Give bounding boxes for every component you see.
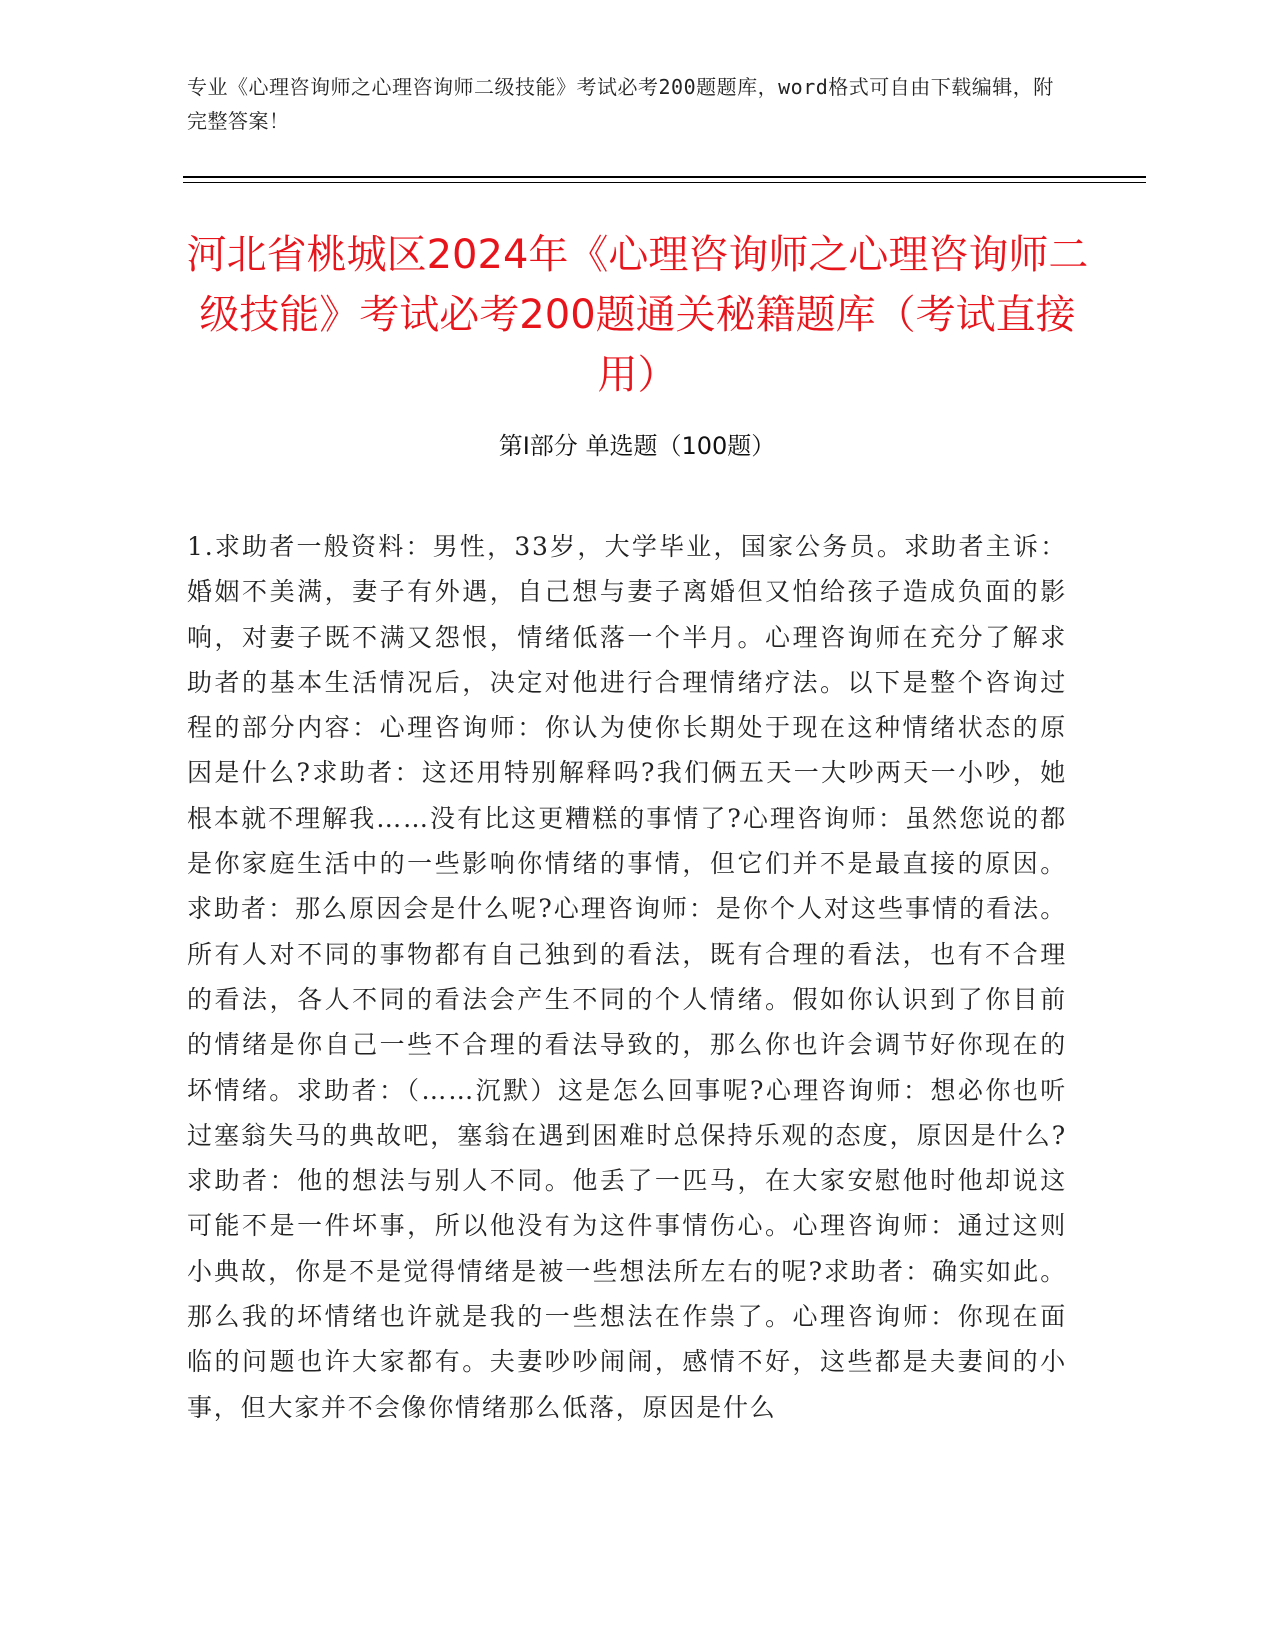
- section-heading: 第I部分 单选题（100题）: [498, 432, 776, 460]
- question-text: 1.求助者一般资料：男性，33岁，大学毕业，国家公务员。求助者主诉：婚姻不美满，妻子有外遇，自己想与妻子离婚但又怕给孩子造成负面的影响，对妻子既不满又怨恨，情绪低落一个半月。心理咨询师在充分了解求助者的基本生活情况后，决定对他进行合理情绪疗法。以下是整个咨询过程的部分内容：心理咨询师：你认为使你长期处于现在这种情绪状态的原因是什么?求助者：这还用特别解释吗?我们俩五天一大吵两天一小吵，她根本就不理解我……没有比这更糟糕的事情了?心理咨询师：虽然您说的都是你家庭生活中的一些影响你情绪的事情，但它们并不是最直接的原因。求助者：那么原因会是什么呢?心理咨询师：是你个人对这些事情的看法。所有人对不同的事物都有自己独到的看法，既有合理的看法，也有不合理的看法，各人不同的看法会产生不同的个人情绪。假如你认识到了你目前的情绪是你自己一些不合理的看法导致的，那么你也许会调节好你现在的坏情绪。求助者：（……沉默）这是怎么回事呢?心理咨询师：想必你也听过塞翁失马的典故吧，塞翁在遇到困难时总保持乐观的态度，原因是什么?求助者：他的想法与别人不同。他丢了一匹马，在大家安慰他时他却说这可能不是一件坏事，所以他没有为这件事情伤心。心理咨询师：通过这则小典故，你是不是觉得情绪是被一些想法所左右的呢?求助者：确实如此。那么我的坏情绪也许就是我的一些想法在作祟了。心理咨询师：你现在面临的问题也许大家都有。夫妻吵吵闹闹，感情不好，这些都是夫妻间的小事，但大家并不会像你情绪那么低落，原因是什么: [187, 532, 1067, 1422]
- header-note: 专业《心理咨询师之心理咨询师二级技能》考试必考200题题库，word格式可自由下载编辑，附完整答案！: [187, 75, 1054, 133]
- document-title: 河北省桃城区2024年《心理咨询师之心理咨询师二级技能》考试必考200题通关秘籍题库（考试直接用）: [186, 232, 1089, 398]
- header-rule-thick: [183, 176, 1146, 178]
- header-rule-thin: [183, 182, 1146, 183]
